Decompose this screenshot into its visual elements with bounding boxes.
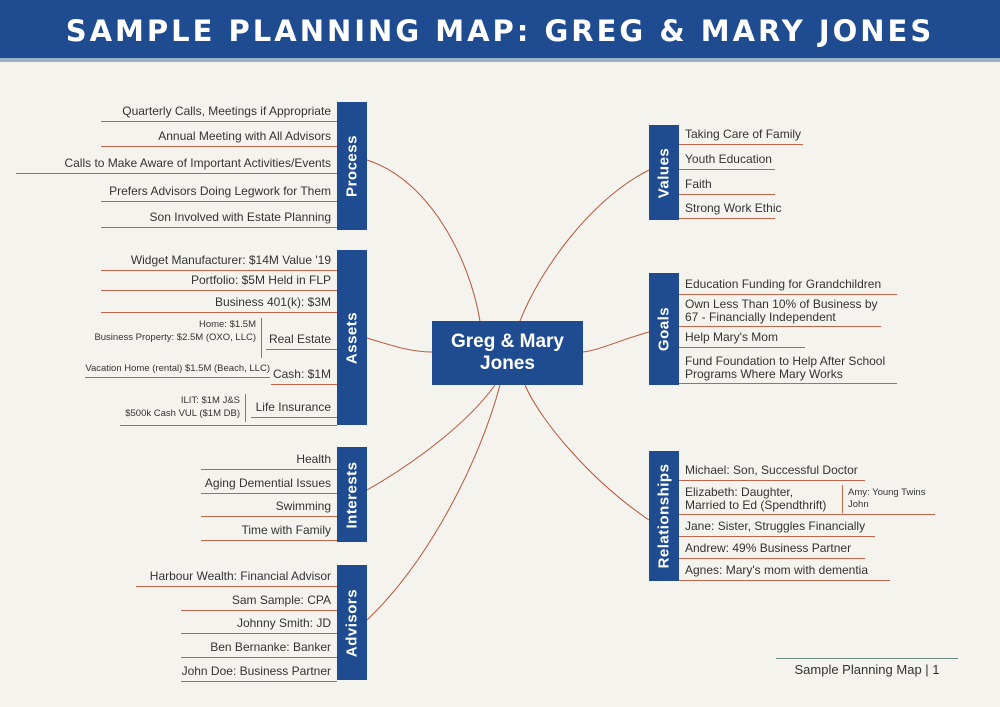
connector-advisors <box>367 385 500 620</box>
category-interests-label: Interests <box>343 460 361 529</box>
center-label: Greg & Mary Jones <box>451 331 564 374</box>
connector-relationships <box>525 385 649 520</box>
goals-item-line: 67 - Financially Independent <box>685 309 836 324</box>
cash-item: Cash: $1M <box>271 367 337 385</box>
page-footer: Sample Planning Map | 1 <box>776 658 958 677</box>
goals-item <box>679 355 897 384</box>
assets-item: Portfolio: $5M Held in FLP <box>101 273 337 291</box>
life-insurance-bracket <box>245 394 246 422</box>
center-node <box>432 321 583 385</box>
page-title: SAMPLE PLANNING MAP: GREG & MARY JONES <box>65 14 935 48</box>
process-item: Annual Meeting with All Advisors <box>101 129 337 147</box>
relationships-item: Andrew: 49% Business Partner <box>679 541 865 559</box>
values-item: Taking Care of Family <box>679 127 803 145</box>
process-item: Quarterly Calls, Meetings if Appropriate <box>101 104 337 122</box>
relationships-item: Michael: Son, Successful Doctor <box>679 463 865 481</box>
goals-item: Help Mary's Mom <box>679 330 805 348</box>
category-advisors-label: Advisors <box>343 588 361 657</box>
life-ilit: ILIT: $1M J&S <box>180 395 240 406</box>
vacation-home: Vacation Home (rental) $1.5M (Beach, LLC) <box>85 363 270 378</box>
real-estate-business-property: Business Property: $2.5M (OXO, LLC) <box>94 332 256 343</box>
process-item: Prefers Advisors Doing Legwork for Them <box>101 184 337 202</box>
values-item: Strong Work Ethic <box>679 201 775 219</box>
category-goals <box>649 273 679 385</box>
assets-item: Business 401(k): $3M <box>101 295 337 313</box>
goals-item-line: Programs Where Mary Works <box>685 366 843 381</box>
values-item: Faith <box>679 177 775 195</box>
values-item: Youth Education <box>679 152 775 170</box>
goals-item: Education Funding for Grandchildren <box>679 277 897 295</box>
connector-goals <box>583 332 649 352</box>
category-relationships-label: Relationships <box>655 463 673 569</box>
advisors-item: Ben Bernanke: Banker <box>181 640 337 658</box>
assets-item: Widget Manufacturer: $14M Value '19 <box>101 253 337 271</box>
process-item: Calls to Make Aware of Important Activities/Events <box>16 156 337 174</box>
interests-item: Time with Family <box>201 523 337 541</box>
life-insurance-label: Life Insurance <box>251 400 337 418</box>
category-process-label: Process <box>343 135 361 197</box>
interests-item: Swimming <box>201 499 337 517</box>
elizabeth-bracket <box>842 485 843 513</box>
category-assets <box>337 250 367 425</box>
relationships-item: Agnes: Mary's mom with dementia <box>679 563 890 581</box>
advisors-item: Harbour Wealth: Financial Advisor <box>136 569 337 587</box>
process-item: Son Involved with Estate Planning <box>101 210 337 228</box>
goals-item-line: Fund Foundation to Help After School <box>685 354 886 368</box>
category-process <box>337 102 367 230</box>
connector-assets <box>367 338 432 352</box>
real-estate-home: Home: $1.5M <box>198 319 256 330</box>
advisors-item: Johnny Smith: JD <box>181 616 337 634</box>
elizabeth-child-john: John <box>848 499 869 510</box>
elizabeth-line: Elizabeth: Daughter, <box>685 485 794 499</box>
category-interests <box>337 447 367 542</box>
category-advisors <box>337 565 367 680</box>
interests-item: Aging Demential Issues <box>201 476 337 494</box>
relationships-item: Jane: Sister, Struggles Financially <box>679 519 875 537</box>
elizabeth-line: Married to Ed (Spendthrift) <box>685 497 827 512</box>
category-relationships <box>649 451 679 581</box>
life-vul: $500k Cash VUL ($1M DB) <box>125 408 240 419</box>
category-assets-label: Assets <box>343 311 361 364</box>
connector-process <box>367 160 480 321</box>
advisors-item: Sam Sample: CPA <box>181 593 337 611</box>
real-estate-label: Real Estate <box>266 332 337 350</box>
category-values-label: Values <box>655 147 673 198</box>
goals-item <box>679 298 881 327</box>
category-goals-label: Goals <box>655 306 673 352</box>
assets-bottom-rule <box>120 425 337 426</box>
connector-values <box>520 170 649 321</box>
connector-interests <box>367 385 495 490</box>
category-values <box>649 125 679 220</box>
real-estate-bracket <box>261 318 262 358</box>
goals-item-line: Own Less Than 10% of Business by <box>685 297 878 311</box>
advisors-item: John Doe: Business Partner <box>181 664 337 682</box>
elizabeth-child-amy: Amy: Young Twins <box>848 487 926 498</box>
interests-item: Health <box>201 452 337 470</box>
